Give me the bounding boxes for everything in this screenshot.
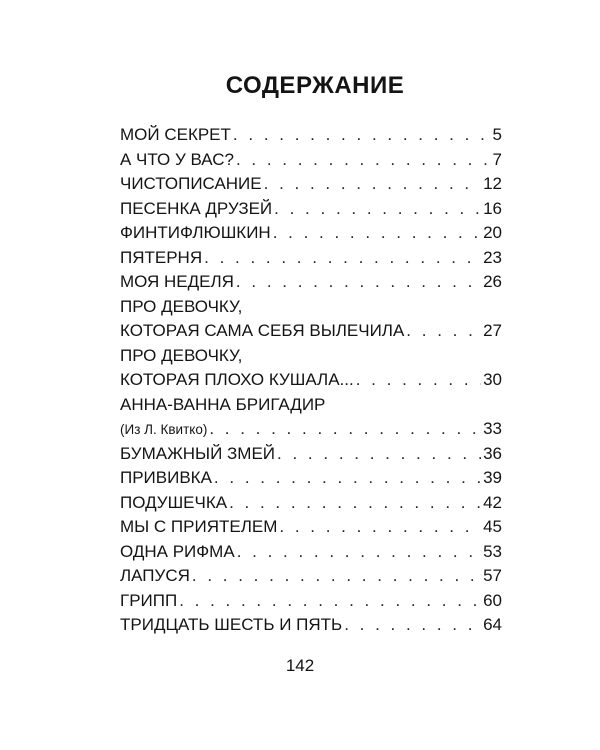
toc-entry-title: МОЯ НЕДЕЛЯ bbox=[120, 272, 234, 291]
toc-entry bbox=[120, 174, 502, 199]
toc-entry bbox=[120, 493, 502, 518]
toc-entry-page: 23 bbox=[483, 247, 502, 267]
toc-entry-first-line bbox=[120, 297, 502, 322]
toc-entry-title: МОЙ СЕКРЕТ bbox=[120, 125, 231, 144]
toc-entry bbox=[120, 566, 502, 591]
toc-entry-first-line bbox=[120, 395, 502, 420]
toc-entry bbox=[120, 125, 502, 150]
toc-entry-subtitle: (Из Л. Квитко) bbox=[120, 422, 208, 437]
toc-entry bbox=[120, 542, 502, 567]
toc-entry bbox=[120, 321, 502, 346]
toc-entry bbox=[120, 444, 502, 469]
dot-leader bbox=[344, 615, 481, 635]
dot-leader bbox=[273, 223, 481, 243]
dot-leader bbox=[192, 566, 481, 586]
toc-entry-title: МЫ С ПРИЯТЕЛЕМ bbox=[120, 517, 278, 536]
toc-entry-title: ТРИДЦАТЬ ШЕСТЬ И ПЯТЬ bbox=[120, 615, 343, 634]
toc-entry-page: 57 bbox=[483, 566, 502, 585]
toc-entry-page: 45 bbox=[483, 517, 502, 536]
toc-entry-title: ПРО ДЕВОЧКУ, bbox=[120, 345, 243, 365]
page-number: 142 bbox=[285, 656, 315, 675]
toc-entry-page: 7 bbox=[492, 149, 502, 169]
table-of-contents bbox=[120, 125, 502, 640]
toc-entry-title: ПРИВИВКА bbox=[120, 468, 212, 487]
toc-entry-page: 36 bbox=[483, 443, 502, 463]
dot-leader bbox=[179, 591, 481, 611]
toc-entry-page: 33 bbox=[483, 419, 502, 438]
toc-entry bbox=[120, 615, 502, 640]
toc-entry-title: КОТОРАЯ ПЛОХО КУШАЛА... bbox=[120, 370, 354, 389]
dot-leader bbox=[264, 174, 481, 194]
dot-leader bbox=[236, 272, 481, 292]
dot-leader bbox=[229, 493, 481, 513]
dot-leader bbox=[406, 321, 481, 341]
toc-entry-title: ОДНА РИФМА bbox=[120, 541, 235, 561]
toc-entry-page: 53 bbox=[483, 541, 502, 561]
toc-entry-title: КОТОРАЯ САМА СЕБЯ ВЫЛЕЧИЛА bbox=[120, 321, 405, 340]
toc-entry bbox=[120, 150, 502, 175]
toc-entry bbox=[120, 370, 502, 395]
toc-entry-title: ЧИСТОПИСАНИЕ bbox=[120, 174, 262, 193]
toc-entry bbox=[120, 223, 502, 248]
toc-entry-title: АННА-ВАННА БРИГАДИР bbox=[120, 394, 326, 414]
toc-entry-page: 60 bbox=[483, 590, 502, 610]
page-title: СОДЕРЖАНИЕ bbox=[225, 72, 405, 99]
toc-entry bbox=[120, 419, 502, 444]
toc-entry-title: ПОДУШЕЧКА bbox=[120, 492, 228, 512]
toc-entry bbox=[120, 248, 502, 273]
toc-entry-page: 42 bbox=[483, 492, 502, 512]
toc-entry-title: ПЯТЕРНЯ bbox=[120, 247, 203, 267]
toc-entry bbox=[120, 517, 502, 542]
toc-entry-page: 39 bbox=[483, 468, 502, 487]
toc-entry-title: ЛАПУСЯ bbox=[120, 566, 190, 585]
toc-entry bbox=[120, 199, 502, 224]
toc-entry-title: ПРО ДЕВОЧКУ, bbox=[120, 296, 243, 316]
toc-entry-page: 26 bbox=[483, 272, 502, 291]
toc-entry bbox=[120, 591, 502, 616]
toc-entry bbox=[120, 468, 502, 493]
dot-leader bbox=[356, 370, 481, 390]
dot-leader bbox=[236, 150, 491, 170]
toc-entry-page: 27 bbox=[483, 321, 502, 340]
dot-leader bbox=[233, 125, 491, 145]
dot-leader bbox=[277, 444, 481, 464]
toc-entry-page: 30 bbox=[483, 370, 502, 389]
toc-entry-title: ГРИПП bbox=[120, 590, 178, 610]
toc-entry-title: А ЧТО У ВАС? bbox=[120, 149, 234, 169]
toc-entry-title: ПЕСЕНКА ДРУЗЕЙ bbox=[120, 198, 273, 218]
dot-leader bbox=[279, 517, 481, 537]
toc-entry-page: 12 bbox=[483, 174, 502, 193]
toc-entry-page: 20 bbox=[483, 223, 502, 242]
toc-entry-page: 16 bbox=[483, 198, 502, 218]
toc-entry-page: 64 bbox=[483, 615, 502, 634]
toc-entry-title: БУМАЖНЫЙ ЗМЕЙ bbox=[120, 443, 276, 463]
toc-entry bbox=[120, 272, 502, 297]
dot-leader bbox=[209, 419, 481, 439]
dot-leader bbox=[204, 248, 481, 268]
toc-entry-page: 5 bbox=[492, 125, 502, 144]
dot-leader bbox=[274, 199, 481, 219]
toc-entry-title: ФИНТИФЛЮШКИН bbox=[120, 223, 271, 242]
toc-entry-first-line bbox=[120, 346, 502, 371]
dot-leader bbox=[237, 542, 481, 562]
dot-leader bbox=[214, 468, 481, 488]
